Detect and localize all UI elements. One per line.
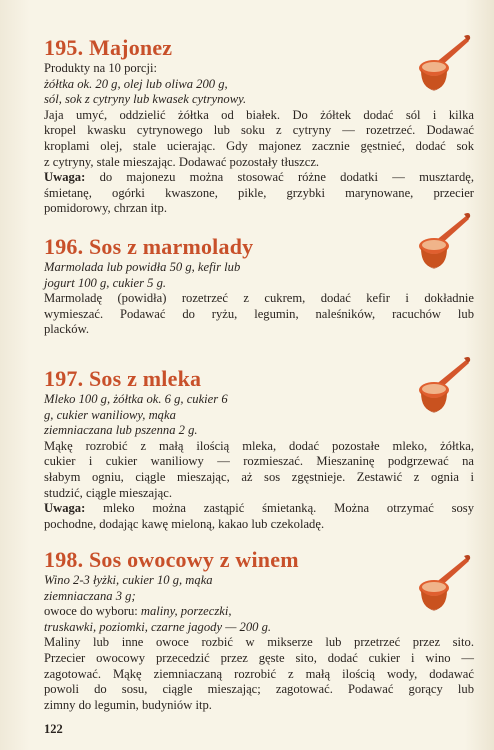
note-line: śmietanę, ogórki kwaszone, pikle, grzybki marynowane, przecier <box>44 185 474 200</box>
ingredients-line: sól, sok z cytryny lub kwasek cytrynowy. <box>44 92 247 107</box>
recipe-195 <box>44 36 474 217</box>
ladle-icon <box>416 208 472 274</box>
method-line: zimny do legumin, budyniów itp. <box>44 697 212 712</box>
ingredients-line: g, cukier waniliowy, mąka <box>44 407 176 422</box>
recipe-title: 196. Sos z marmolady <box>44 234 254 259</box>
method-line: Marmoladę (powidła) rozetrzeć z cukrem, dodać kefir i dokładnie <box>44 291 474 306</box>
note-text: mleko można zastąpić śmietanką. Można otrzymać sosy <box>103 501 474 516</box>
method-line: studzić, ciągle mieszając. <box>44 485 172 500</box>
method-line: z cytryny, stale mieszając. Dodawać pozostały tłuszcz. <box>44 154 320 169</box>
note-text: do majonezu można stosować różne dodatki — musztardę, <box>99 170 474 185</box>
note-label: Uwaga: <box>44 170 86 185</box>
method-line: kroplami olej, stale ucierając. Gdy majonez zacznie gęstnieć, dodać sok <box>44 138 474 153</box>
method-line: wymieszać. Podawać do ryżu, legumin, naleśników, racuchów lub <box>44 306 474 321</box>
method-line: zagotować. Mąkę ziemniaczaną rozrobić z małą ilością wody, dodawać <box>44 666 474 681</box>
ingredients-line: Marmolada lub powidła 50 g, kefir lub <box>44 260 241 274</box>
recipe-title: 197. Sos z mleka <box>44 366 202 391</box>
ladle-icon <box>416 352 472 418</box>
ladle-icon <box>416 550 472 616</box>
method-line: Maliny lub inne owoce rozbić w mikserze lub przetrzeć przez sito. <box>44 635 474 650</box>
ingredients-line: żółtka ok. 20 g, olej lub oliwa 200 g, <box>44 76 228 91</box>
note-line <box>44 170 474 186</box>
method-line: cukier i cukier waniliowy — rozmieszać. Mieszaninę podgrzewać na <box>44 454 474 469</box>
method-line: powoli do sosu, ciągle mieszając; zagotować. Podawać gorący lub <box>44 682 474 697</box>
ingredients-line: truskawki, poziomki, czarne jagody — 200 g. <box>44 619 272 634</box>
ingredients-line: ziemniaczana 3 g; <box>44 588 136 603</box>
recipe-title: 195. Majonez <box>44 35 173 60</box>
ingredients-line <box>44 604 474 620</box>
recipe-198 <box>44 548 474 713</box>
ingredients-heading: Produkty na 10 porcji: <box>44 61 157 75</box>
method-line: Jaja umyć, oddzielić żółtka od białek. Do żółtek dodać sól i kilka <box>44 107 474 122</box>
fruit-prefix: owoce do wyboru: <box>44 604 141 619</box>
recipe-196 <box>44 235 474 338</box>
ladle-icon <box>416 30 472 96</box>
recipe-197 <box>44 367 474 532</box>
note-line: pochodne, dodając kawę mieloną, kakao lub czekoladę. <box>44 516 325 531</box>
note-line <box>44 501 474 517</box>
page-number: 122 <box>44 722 63 736</box>
ingredients-line: Mleko 100 g, żółtka ok. 6 g, cukier 6 <box>44 392 228 406</box>
recipe-title: 198. Sos owocowy z winem <box>44 547 299 572</box>
method-line: Mąkę rozrobić z małą ilością mleka, dodać pozostałe mleko, żółtka, <box>44 438 474 453</box>
fruit-options: maliny, porzeczki, <box>140 604 232 619</box>
note-label: Uwaga: <box>44 501 86 516</box>
method-line: Przecier owocowy przecedzić przez gęste sito, dodać cukier i wino — <box>44 650 474 665</box>
ingredients-line: ziemniaczana lub pszenna 2 g. <box>44 423 198 438</box>
ingredients-line: Wino 2-3 łyżki, cukier 10 g, mąka <box>44 573 213 587</box>
note-line: pomidorowy, chrzan itp. <box>44 201 167 216</box>
method-line: kropel kwasku cytrynowego lub soku z cytryny — rozetrzeć. Dodawać <box>44 123 474 138</box>
method-line: słabym ogniu, ciągle mieszając, aż sos zgęstnieje. Zestawić z ognia i <box>44 469 474 484</box>
ingredients-line: jogurt 100 g, cukier 5 g. <box>44 275 167 290</box>
method-line: placków. <box>44 322 89 337</box>
